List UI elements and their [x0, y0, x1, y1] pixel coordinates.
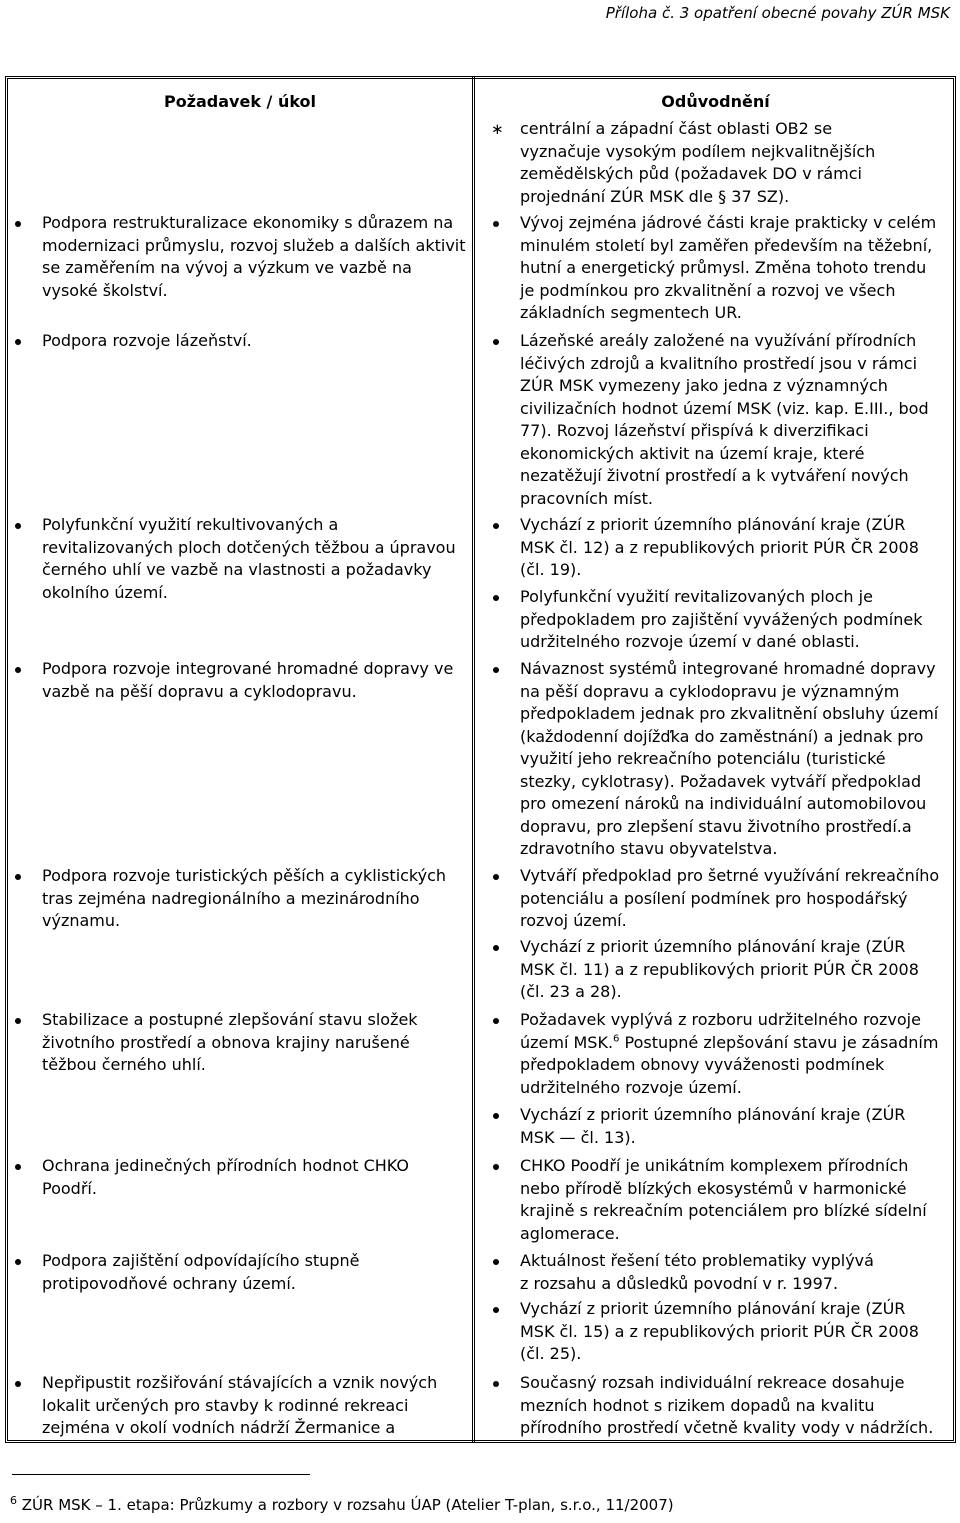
justification-item [520, 1250, 950, 1295]
bullet-icon [493, 667, 499, 673]
bullet-icon [493, 595, 499, 601]
requirement-text: Polyfunkční využití rekultivovaných a revitalizovaných ploch dotčených těžbou a úpravou černého uhlí ve vazbě na vlastnosti a požadavky okolního území. [42, 515, 456, 602]
requirement-text: Podpora rozvoje integrované hromadné dopravy ve vazbě na pěší dopravu a cyklodopravu. [42, 659, 454, 701]
justification-item [520, 936, 950, 1004]
requirement-item [42, 658, 472, 703]
justification-item [520, 1298, 950, 1366]
justification-text-part: Požadavek vyplývá z rozboru udržitelného rozvoje území MSK. [520, 1010, 921, 1052]
justification-text: Vývoj zejména jádrové části kraje prakticky v celém minulém století byl zaměřen především na těžební, hutní a energetický průmysl. Změna tohoto trendu je podmínkou pro zkvalitnění a rozvoj ve všech základních segmentech UR. [520, 213, 937, 322]
justification-item [520, 658, 950, 861]
header-justification: Odůvodnění [661, 92, 770, 111]
bullet-icon [15, 874, 21, 880]
bullet-icon [493, 1113, 499, 1119]
justification-item [520, 1372, 950, 1440]
justification-item [520, 586, 950, 654]
justification-text: Vychází z priorit územního plánování kraje (ZÚR MSK čl. 12) a z republikových priorit PÚR ČR 2008 (čl. 19). [520, 515, 919, 579]
justification-text: CHKO Poodří je unikátním komplexem přírodních nebo přírodě blízkých ekosystémů v harmonické krajině s rekreačním potenciálem pro blízké sídelní aglomerace. [520, 1156, 927, 1243]
requirement-item [42, 865, 472, 933]
justification-item [491, 118, 950, 208]
footnote-number: 6 [10, 1494, 17, 1507]
bullet-icon [493, 945, 499, 951]
requirement-item [42, 1372, 472, 1440]
footnote-text: ZÚR MSK – 1. etapa: Průzkumy a rozbory v rozsahu ÚAP (Atelier T-plan, s.r.o., 11/2007) [17, 1496, 674, 1514]
requirement-text: Podpora zajištění odpovídajícího stupně protipovodňové ochrany území. [42, 1251, 360, 1293]
justification-text: Vychází z priorit územního plánování kraje (ZÚR MSK čl. 11) a z republikových priorit PÚR ČR 2008 (čl. 23 a 28). [520, 937, 919, 1001]
bullet-icon [493, 874, 499, 880]
header-requirement: Požadavek / úkol [163, 92, 317, 111]
justification-item [520, 1155, 950, 1245]
justification-item [520, 514, 950, 582]
requirement-item [42, 1009, 472, 1077]
bullet-icon [493, 1381, 499, 1387]
bullet-icon [493, 1164, 499, 1170]
footnote [10, 1494, 674, 1517]
justification-text: Vychází z priorit územního plánování kraje (ZÚR MSK — čl. 13). [520, 1105, 906, 1147]
bullet-icon [493, 1307, 499, 1313]
requirement-text: Nepřipustit rozšiřování stávajících a vznik nových lokalit určených pro stavby k rodinné rekreaci zejména v okolí vodních nádrží Žermanice a [42, 1373, 438, 1437]
justification-text-part: Postupné zlepšování stavu je zásadním předpokladem obnovy vyváženosti podmínek udržitelného rozvoje území. [520, 1032, 939, 1097]
footnote-reference: 6 [613, 1033, 620, 1045]
bullet-icon [15, 523, 21, 529]
requirement-item [42, 330, 472, 353]
bullet-icon [15, 339, 21, 345]
bullet-icon [15, 1018, 21, 1024]
column-divider [472, 76, 475, 1443]
bullet-icon [493, 523, 499, 529]
bullet-icon [15, 1381, 21, 1387]
requirement-text: Podpora restrukturalizace ekonomiky s důrazem na modernizaci průmyslu, rozvoj služeb a dalších aktivit se zaměřením na vývoj a výzkum ve vazbě na vysoké školství. [42, 213, 466, 300]
justification-item [520, 212, 950, 325]
bullet-icon [15, 1164, 21, 1170]
justification-text: Polyfunkční využití revitalizovaných ploch je předpokladem pro zajištění vyvážených podmínek udržitelného rozvoje území v dané oblasti. [520, 587, 923, 651]
justification-item [520, 1104, 950, 1149]
justification-text: Lázeňské areály založené na využívání přírodních léčivých zdrojů a kvalitního prostředí jsou v rámci ZÚR MSK vymezeny jako jedna z významných civilizačních hodnot území MSK (viz. kap. E.III., bod 77). Rozvoj lázeňství přispívá k diverzifikaci ekonomických aktivit na území kraje, které nezatěžují životní prostředí a k vytváření nových pracovních míst. [520, 331, 929, 508]
justification-text [520, 1009, 950, 1099]
bullet-icon [493, 1018, 499, 1024]
bullet-icon [493, 339, 499, 345]
footnote-separator [12, 1474, 310, 1475]
justification-text: centrální a západní část oblasti OB2 se vyznačuje vysokým podílem nejkvalitnějších zemědělských půd (požadavek DO v rámci projednání ZÚR MSK dle § 37 SZ). [520, 119, 876, 206]
annex-label: Příloha č. 3 opatření obecné povahy ZÚR MSK [605, 4, 950, 22]
requirement-text: Podpora rozvoje lázeňství. [42, 331, 252, 350]
bullet-icon [493, 221, 499, 227]
bullet-icon [15, 1259, 21, 1265]
justification-item [520, 330, 950, 510]
requirement-text: Podpora rozvoje turistických pěších a cyklistických tras zejména nadregionálního a mezinárodního významu. [42, 866, 447, 930]
requirement-item [42, 1155, 472, 1200]
justification-text: Aktuálnost řešení této problematiky vyplývá z rozsahu a důsledků povodní v r. 1997. [520, 1251, 874, 1293]
requirement-item [42, 212, 472, 302]
requirement-text: Ochrana jedinečných přírodních hodnot CHKO Poodří. [42, 1156, 409, 1198]
requirement-item [42, 514, 472, 604]
bullet-icon [15, 221, 21, 227]
requirement-item [42, 1250, 472, 1295]
justification-text: Vychází z priorit územního plánování kraje (ZÚR MSK čl. 15) a z republikových priorit PÚR ČR 2008 (čl. 25). [520, 1299, 919, 1363]
justification-item [520, 865, 950, 933]
justification-text: Současný rozsah individuální rekreace dosahuje mezních hodnot s rizikem dopadů na kvalitu přírodního prostředí včetně kvality vody v nádržích. [520, 1373, 934, 1437]
requirement-text: Stabilizace a postupné zlepšování stavu složek životního prostředí a obnova krajiny narušené těžbou černého uhlí. [42, 1010, 418, 1074]
justification-text: Vytváří předpoklad pro šetrné využívání rekreačního potenciálu a posílení podmínek pro hospodářský rozvoj území. [520, 866, 940, 930]
bullet-icon [15, 667, 21, 673]
justification-item [520, 1009, 950, 1099]
bullet-icon [493, 1259, 499, 1265]
asterisk-marker-icon: ∗ [491, 120, 504, 138]
justification-text: Návaznost systémů integrované hromadné dopravy na pěší dopravu a cyklodopravu je významným předpokladem jednak pro zkvalitnění obsluhy území (každodenní dojížďka do zaměstnání) a jednak pro využití jeho rekreačního potenciálu (turistické stezky, cyklotrasy). Požadavek vytváří předpoklad pro omezení nároků na individuální automobilovou dopravu, pro zlepšení stavu životního prostředí.a zdravotního stavu obyvatelstva. [520, 659, 939, 858]
